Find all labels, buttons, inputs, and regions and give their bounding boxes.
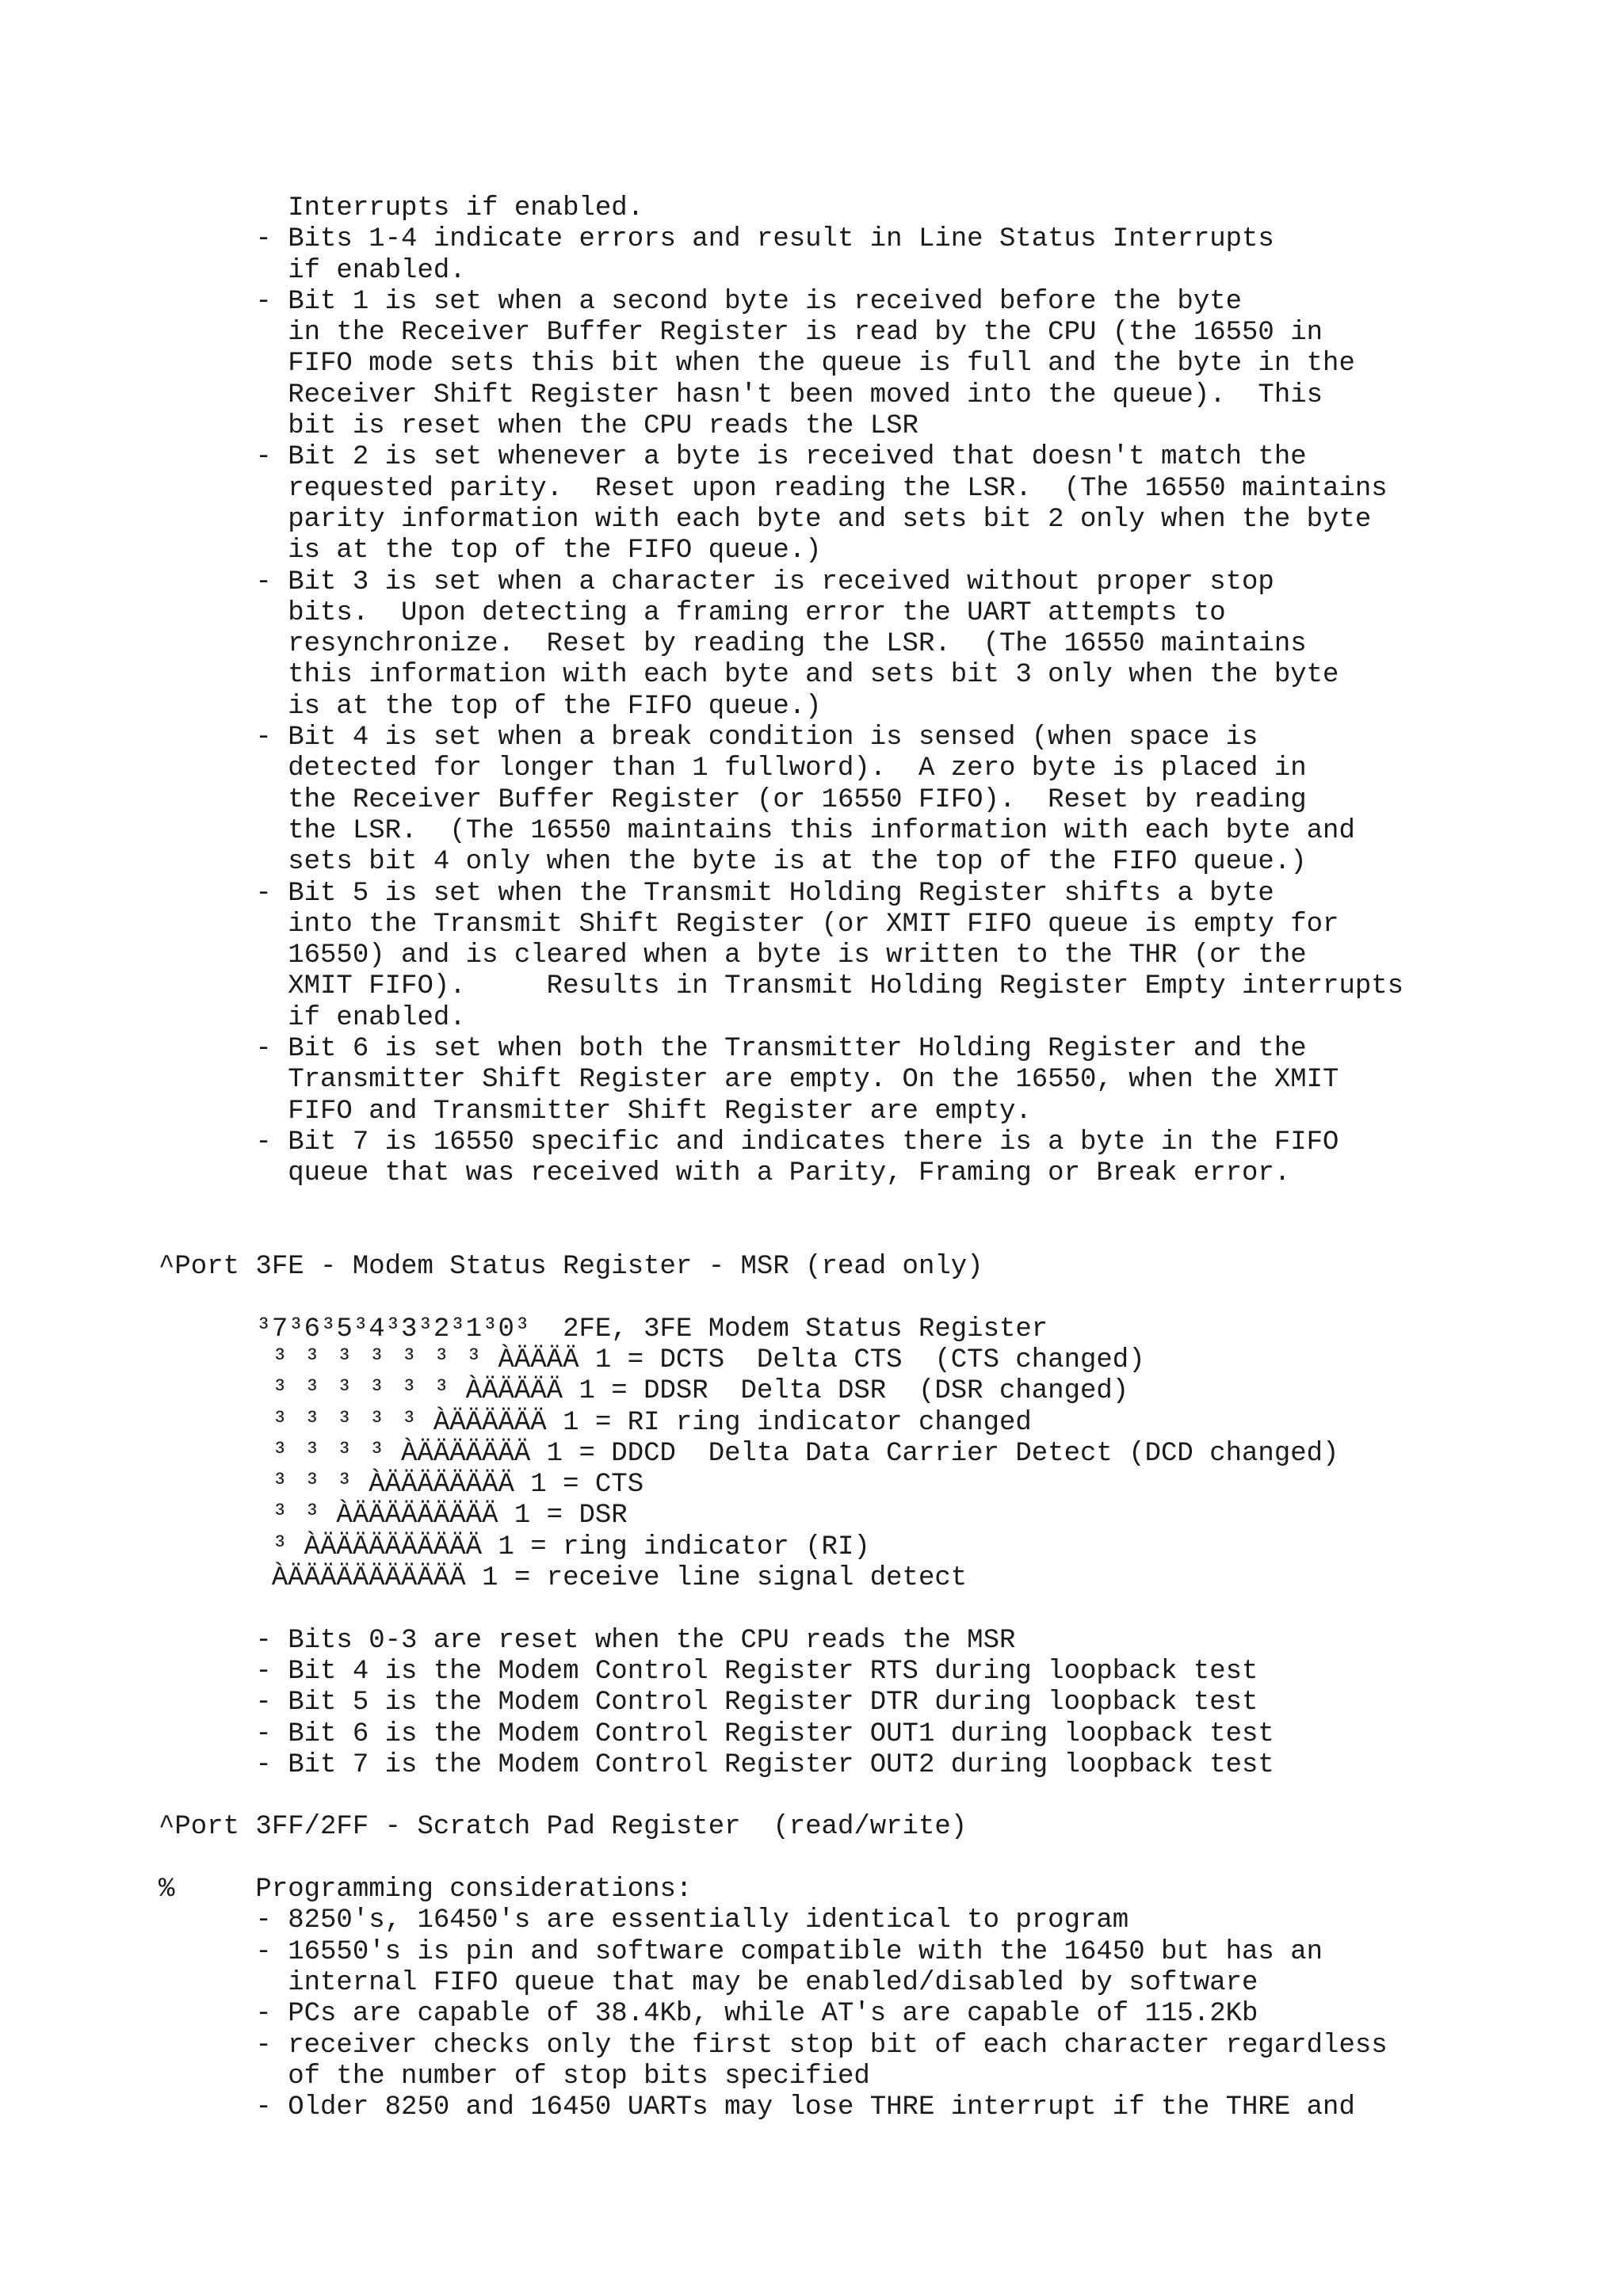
- text-line: the LSR. (The 16550 maintains this information with each byte and: [158, 815, 1355, 846]
- text-line: [158, 1844, 1403, 1875]
- text-line: - receiver checks only the first stop bit of each character regardless: [158, 2030, 1388, 2061]
- text-line: ³ ³ ÀÄÄÄÄÄÄÄÄÄ 1 = DSR: [158, 1501, 628, 1531]
- text-line: - Bit 7 is the Modem Control Register OUT2 during loopback test: [158, 1749, 1274, 1780]
- text-line: of the number of stop bits specified: [158, 2061, 870, 2092]
- text-line: [158, 1781, 1403, 1812]
- text-line: is at the top of the FIFO queue.): [158, 536, 822, 566]
- text-line: Interrupts if enabled.: [158, 193, 644, 223]
- text-line: is at the top of the FIFO queue.): [158, 691, 822, 722]
- text-line: 16550) and is cleared when a byte is written to the THR (or the: [158, 940, 1307, 971]
- text-line: - Bit 3 is set when a character is received without proper stop: [158, 566, 1274, 597]
- text-line: - Bits 1-4 indicate errors and result in Line Status Interrupts: [158, 224, 1274, 255]
- text-line: - Bit 7 is 16550 specific and indicates there is a byte in the FIFO: [158, 1127, 1339, 1158]
- text-line: - Bit 6 is set when both the Transmitter Holding Register and the: [158, 1034, 1307, 1065]
- text-line: [158, 1283, 1403, 1314]
- text-line: - 8250's, 16450's are essentially identical to program: [158, 1905, 1129, 1936]
- text-line: - Bit 2 is set whenever a byte is received that doesn't match the: [158, 442, 1307, 473]
- text-line: ³7³6³5³4³3³2³1³0³ 2FE, 3FE Modem Status Register: [158, 1314, 1048, 1344]
- text-line: this information with each byte and sets bit 3 only when the byte: [158, 660, 1339, 691]
- text-line: in the Receiver Buffer Register is read by the CPU (the 16550 in: [158, 318, 1323, 349]
- text-line: into the Transmit Shift Register (or XMIT FIFO queue is empty for: [158, 909, 1339, 940]
- text-line: the Receiver Buffer Register (or 16550 FIFO). Reset by reading: [158, 784, 1307, 815]
- text-line: - Bit 1 is set when a second byte is received before the byte: [158, 286, 1243, 317]
- text-line: - Bit 5 is set when the Transmit Holding Register shifts a byte: [158, 878, 1274, 909]
- text-line: ÀÄÄÄÄÄÄÄÄÄÄÄ 1 = receive line signal detect: [158, 1563, 968, 1594]
- text-line: parity information with each byte and sets bit 2 only when the byte: [158, 504, 1372, 535]
- text-line: - Bit 5 is the Modem Control Register DTR during loopback test: [158, 1688, 1258, 1718]
- text-line: % Programming considerations:: [158, 1875, 693, 1905]
- text-line: XMIT FIFO). Results in Transmit Holding Register Empty interrupts: [158, 971, 1404, 1002]
- text-line: ³ ³ ³ ³ ³ ÀÄÄÄÄÄÄ 1 = RI ring indicator changed: [158, 1407, 1032, 1438]
- text-line: ^Port 3FF/2FF - Scratch Pad Register (read/write): [158, 1812, 968, 1843]
- text-line: queue that was received with a Parity, Framing or Break error.: [158, 1158, 1291, 1189]
- text-line: resynchronize. Reset by reading the LSR. (The 16550 maintains: [158, 629, 1307, 660]
- text-line: - Bits 0-3 are reset when the CPU reads the MSR: [158, 1625, 1016, 1656]
- text-line: bits. Upon detecting a framing error the UART attempts to: [158, 597, 1226, 628]
- text-line: ³ ³ ³ ³ ³ ³ ³ ÀÄÄÄÄ 1 = DCTS Delta CTS (CTS changed): [158, 1344, 1145, 1375]
- text-line: Receiver Shift Register hasn't been moved into the queue). This: [158, 379, 1323, 410]
- text-line: if enabled.: [158, 1002, 466, 1033]
- text-line: internal FIFO queue that may be enabled/disabled by software: [158, 1967, 1258, 1998]
- text-line: - Bit 4 is set when a break condition is sensed (when space is: [158, 723, 1258, 753]
- text-line: ³ ÀÄÄÄÄÄÄÄÄÄÄ 1 = ring indicator (RI): [158, 1531, 870, 1562]
- text-line: ³ ³ ³ ³ ³ ³ ÀÄÄÄÄÄ 1 = DDSR Delta DSR (DSR changed): [158, 1376, 1129, 1407]
- text-line: [158, 1190, 1403, 1221]
- text-line: bit is reset when the CPU reads the LSR: [158, 411, 918, 442]
- text-line: - PCs are capable of 38.4Kb, while AT's are capable of 115.2Kb: [158, 1999, 1258, 2030]
- text-line: [158, 1221, 1403, 1252]
- text-line: if enabled.: [158, 255, 466, 286]
- document-text-body: [158, 193, 1403, 2123]
- text-line: sets bit 4 only when the byte is at the top of the FIFO queue.): [158, 847, 1307, 878]
- text-line: FIFO and Transmitter Shift Register are empty.: [158, 1096, 1032, 1127]
- text-line: - Bit 4 is the Modem Control Register RTS during loopback test: [158, 1656, 1258, 1687]
- text-line: FIFO mode sets this bit when the queue is full and the byte in the: [158, 349, 1355, 379]
- text-line: - Older 8250 and 16450 UARTs may lose THRE interrupt if the THRE and: [158, 2092, 1355, 2123]
- text-line: ³ ³ ³ ÀÄÄÄÄÄÄÄÄ 1 = CTS: [158, 1470, 644, 1501]
- text-line: - Bit 6 is the Modem Control Register OUT1 during loopback test: [158, 1718, 1274, 1749]
- text-line: detected for longer than 1 fullword). A zero byte is placed in: [158, 753, 1307, 784]
- text-line: Transmitter Shift Register are empty. On the 16550, when the XMIT: [158, 1065, 1339, 1096]
- text-line: [158, 1594, 1403, 1625]
- text-line: requested parity. Reset upon reading the LSR. (The 16550 maintains: [158, 473, 1388, 504]
- text-line: ^Port 3FE - Modem Status Register - MSR (read only): [158, 1252, 983, 1283]
- text-line: ³ ³ ³ ³ ÀÄÄÄÄÄÄÄ 1 = DDCD Delta Data Carrier Detect (DCD changed): [158, 1438, 1339, 1469]
- text-line: - 16550's is pin and software compatible with the 16450 but has an: [158, 1936, 1323, 1967]
